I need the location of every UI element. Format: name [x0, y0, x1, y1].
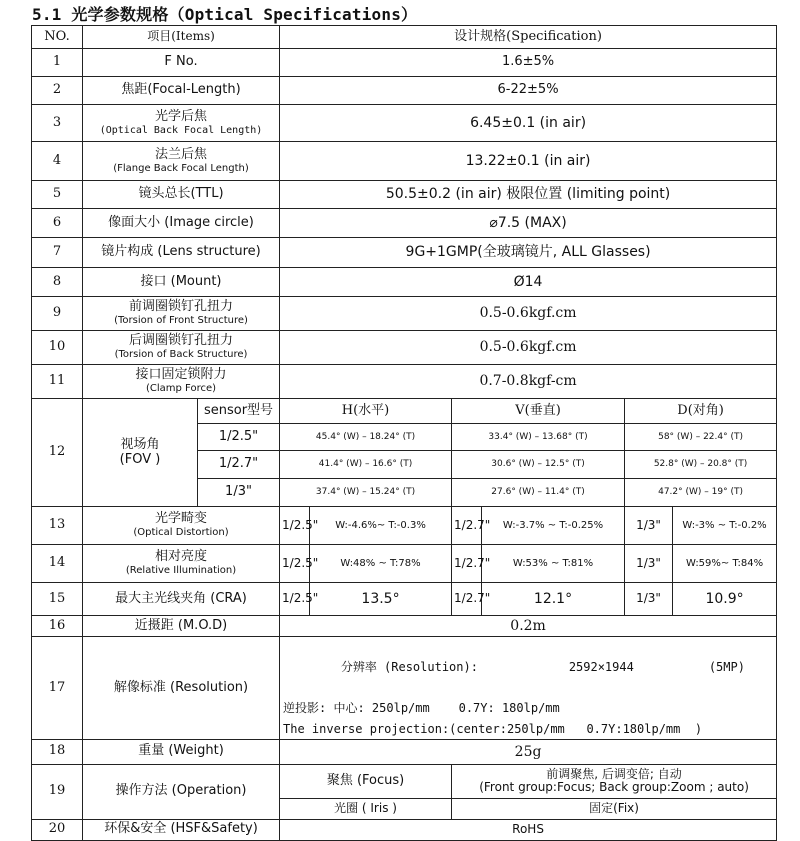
fov-header-row — [32, 399, 777, 424]
table-row — [32, 365, 777, 399]
page-title: 5.1 光学参数规格（Optical Specifications） — [32, 5, 418, 24]
item-label: 镜头总长(TTL) — [83, 181, 280, 209]
row-no: 8 — [32, 268, 83, 297]
row-no: 4 — [32, 142, 83, 181]
item-label-en: (Flange Back Focal Length) — [113, 162, 249, 174]
item-label: 最大主光线夹角 (CRA) — [83, 583, 280, 616]
item-label-cn: 后调圈锁钉孔扭力 — [129, 333, 234, 349]
item-label-en: (Torsion of Front Structure) — [114, 315, 248, 327]
spec-value: 6-22±5% — [280, 77, 777, 105]
item-label: 重量 (Weight) — [83, 739, 280, 764]
sensor-size: 1/2.5" — [280, 545, 310, 583]
fov-v-value: 30.6° (W) – 12.5° (T) — [452, 451, 625, 479]
item-label: 环保&安全 (HSF&Safety) — [83, 819, 280, 840]
resolution-label: 分辨率 (Resolution): — [340, 660, 478, 675]
sensor-size: 1/2.5" — [280, 507, 310, 545]
spec-value: RoHS — [280, 819, 777, 840]
table-row — [32, 77, 777, 105]
item-label — [83, 545, 280, 583]
table-row — [32, 105, 777, 142]
item-label — [83, 331, 280, 365]
row-no: 7 — [32, 238, 83, 268]
row-no: 14 — [32, 545, 83, 583]
item-label: F No. — [83, 49, 280, 77]
sensor-size: 1/2.7" — [452, 507, 482, 545]
table-row — [32, 583, 777, 616]
fov-sensor: 1/2.5" — [198, 424, 280, 451]
sensor-size: 1/3" — [625, 545, 673, 583]
fov-d-header: D(对角) — [625, 399, 777, 424]
fov-v-header: V(垂直) — [452, 399, 625, 424]
row-no: 2 — [32, 77, 83, 105]
table-row — [32, 637, 777, 740]
spec-value: Ø14 — [280, 268, 777, 297]
header-row — [32, 26, 777, 49]
row-no: 3 — [32, 105, 83, 142]
item-label-en: (Torsion of Back Structure) — [114, 349, 248, 361]
spec-value: 13.22±0.1 (in air) — [280, 142, 777, 181]
spec-value: 1.6±5% — [280, 49, 777, 77]
fov-d-value: 58° (W) – 22.4° (T) — [625, 424, 777, 451]
item-label-en: (FOV ) — [119, 451, 161, 467]
fov-h-value: 37.4° (W) – 15.24° (T) — [280, 479, 452, 507]
row-no: 20 — [32, 819, 83, 840]
spec-value: 0.2m — [280, 616, 777, 637]
row-no: 9 — [32, 297, 83, 331]
spec-value: 25g — [280, 739, 777, 764]
distortion-value: W:-3% ~ T:-0.2% — [673, 507, 777, 545]
illumination-value: W:53% ~ T:81% — [482, 545, 625, 583]
item-label: 镜片构成 (Lens structure) — [83, 238, 280, 268]
cra-value: 13.5° — [310, 583, 452, 616]
row-no: 10 — [32, 331, 83, 365]
distortion-value: W:-3.7% ~ T:-0.25% — [482, 507, 625, 545]
row-no: 11 — [32, 365, 83, 399]
optical-spec-table — [31, 25, 777, 841]
table-row — [32, 142, 777, 181]
row-no: 17 — [32, 637, 83, 740]
illumination-value: W:59%~ T:84% — [673, 545, 777, 583]
item-label-cn: 视场角 — [120, 436, 160, 452]
item-label — [83, 142, 280, 181]
row-no: 12 — [32, 399, 83, 507]
resolution-line — [283, 637, 774, 698]
table-row — [32, 739, 777, 764]
focus-value-en: (Front group:Focus; Back group:Zoom ; auto) — [479, 780, 749, 795]
item-label — [83, 297, 280, 331]
item-label: 接口 (Mount) — [83, 268, 280, 297]
table-row — [32, 616, 777, 637]
fov-h-header: H(水平) — [280, 399, 452, 424]
item-label — [83, 365, 280, 399]
table-row — [32, 507, 777, 545]
row-no: 6 — [32, 209, 83, 238]
sensor-size: 1/3" — [625, 507, 673, 545]
item-label — [83, 105, 280, 142]
header-items: 项目(Items) — [83, 26, 280, 49]
item-label: 近摄距 (M.O.D) — [83, 616, 280, 637]
header-spec: 设计规格(Specification) — [280, 26, 777, 49]
item-label — [83, 399, 198, 507]
sensor-size: 1/2.5" — [280, 583, 310, 616]
item-label-cn: 接口固定锁附力 — [135, 367, 227, 383]
spec-value: 0.5-0.6kgf.cm — [280, 331, 777, 365]
spec-value: ⌀7.5 (MAX) — [280, 209, 777, 238]
spec-value: 0.7-0.8kgf-cm — [280, 365, 777, 399]
resolution-block — [280, 637, 777, 740]
table-row — [32, 238, 777, 268]
item-label-en: (Relative Illumination) — [125, 565, 237, 577]
fov-sensor-header: sensor型号 — [198, 399, 280, 424]
table-row — [32, 268, 777, 297]
fov-v-value: 33.4° (W) – 13.68° (T) — [452, 424, 625, 451]
fov-h-value: 45.4° (W) – 18.24° (T) — [280, 424, 452, 451]
row-no: 1 — [32, 49, 83, 77]
iris-value: 固定(Fix) — [452, 798, 777, 819]
iris-label: 光圈 ( Iris ) — [280, 798, 452, 819]
fov-sensor: 1/3" — [198, 479, 280, 507]
item-label: 焦距(Focal-Length) — [83, 77, 280, 105]
row-no: 13 — [32, 507, 83, 545]
spec-value: 0.5-0.6kgf.cm — [280, 297, 777, 331]
item-label-en: (Optical Back Focal Length) — [99, 124, 263, 136]
spec-value: 50.5±0.2 (in air) 极限位置 (limiting point) — [280, 181, 777, 209]
table-row — [32, 209, 777, 238]
fov-h-value: 41.4° (W) – 16.6° (T) — [280, 451, 452, 479]
item-label: 操作方法 (Operation) — [83, 764, 280, 819]
table-row — [32, 297, 777, 331]
table-row — [32, 49, 777, 77]
sensor-size: 1/3" — [625, 583, 673, 616]
operation-focus-row — [32, 764, 777, 798]
resolution-mp: (5MP) — [708, 660, 745, 675]
item-label-cn: 相对亮度 — [155, 549, 208, 565]
illumination-value: W:48% ~ T:78% — [310, 545, 452, 583]
spec-value: 6.45±0.1 (in air) — [280, 105, 777, 142]
fov-v-value: 27.6° (W) – 11.4° (T) — [452, 479, 625, 507]
sensor-size: 1/2.7" — [452, 583, 482, 616]
inverse-projection-en: The inverse projection:(center:250lp/mm 0.7Y:180lp/mm ) — [283, 721, 703, 736]
fov-d-value: 47.2° (W) – 19° (T) — [625, 479, 777, 507]
focus-value — [452, 764, 777, 798]
row-no: 15 — [32, 583, 83, 616]
fov-sensor: 1/2.7" — [198, 451, 280, 479]
distortion-value: W:-4.6%~ T:-0.3% — [310, 507, 452, 545]
item-label: 像面大小 (Image circle) — [83, 209, 280, 238]
item-label-cn: 法兰后焦 — [155, 146, 208, 162]
item-label-cn: 前调圈锁钉孔扭力 — [129, 299, 234, 315]
row-no: 18 — [32, 739, 83, 764]
focus-label: 聚焦 (Focus) — [280, 764, 452, 798]
cra-value: 10.9° — [673, 583, 777, 616]
header-no: NO. — [32, 26, 83, 49]
sensor-size: 1/2.7" — [452, 545, 482, 583]
table-row — [32, 181, 777, 209]
table-row — [32, 819, 777, 840]
row-no: 16 — [32, 616, 83, 637]
focus-value-cn: 前调聚焦, 后调变倍; 自动 — [546, 766, 682, 781]
fov-d-value: 52.8° (W) – 20.8° (T) — [625, 451, 777, 479]
item-label-cn: 光学畸变 — [155, 511, 208, 527]
row-no: 19 — [32, 764, 83, 819]
item-label — [83, 507, 280, 545]
item-label-en: (Optical Distortion) — [133, 527, 229, 539]
item-label-en: (Clamp Force) — [146, 383, 217, 395]
spec-value: 9G+1GMP(全玻璃镜片, ALL Glasses) — [280, 238, 777, 268]
resolution-value: 2592×1944 — [568, 660, 634, 675]
row-no: 5 — [32, 181, 83, 209]
cra-value: 12.1° — [482, 583, 625, 616]
item-label-cn: 光学后焦 — [155, 108, 208, 124]
item-label: 解像标准 (Resolution) — [83, 637, 280, 740]
table-row — [32, 545, 777, 583]
inverse-projection-cn: 逆投影: 中心: 250lp/mm 0.7Y: 180lp/mm — [283, 701, 560, 716]
table-row — [32, 331, 777, 365]
